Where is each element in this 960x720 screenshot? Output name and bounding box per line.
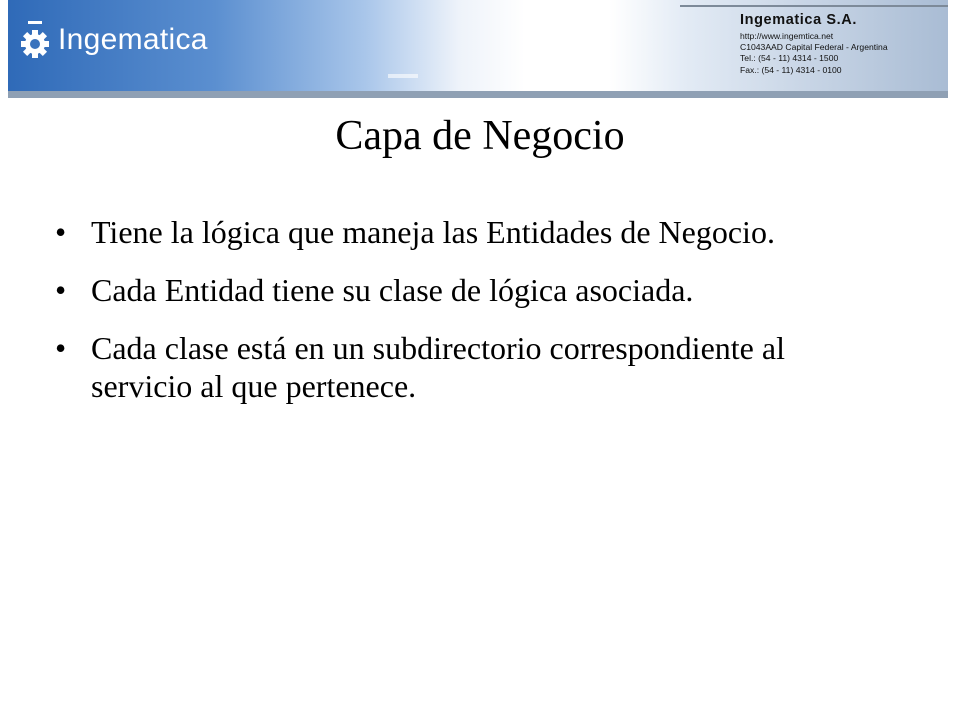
bullet-item (55, 329, 885, 405)
company-address: C1043AAD Capital Federal - Argentina (740, 42, 888, 53)
logo-text: Ingematica (58, 23, 208, 56)
company-name: Ingematica S.A. (740, 12, 857, 28)
company-fax: Fax.: (54 - 11) 4314 - 0100 (740, 64, 842, 75)
bullet-text: Tiene la lógica que maneja las Entidades de Negocio. (91, 214, 775, 250)
bullet-marker: • (55, 272, 67, 308)
company-website: http://www.ingemtica.net (740, 31, 834, 41)
bullet-text: Cada clase está en un subdirectorio correspondiente al servicio al que pertenece. (91, 330, 785, 404)
bullet-item (55, 271, 885, 309)
gear-icon (18, 20, 52, 60)
company-logo (18, 20, 208, 60)
banner-stripe (8, 91, 948, 98)
company-info (740, 12, 888, 76)
bullet-list (55, 213, 885, 425)
bullet-text: Cada Entidad tiene su clase de lógica asociada. (91, 272, 694, 308)
company-phone: Tel.: (54 - 11) 4314 - 1500 (740, 53, 839, 64)
bullet-marker: • (55, 330, 67, 366)
bullet-item (55, 213, 885, 251)
bullet-marker: • (55, 214, 67, 250)
banner-highlight (388, 74, 418, 78)
slide-title: Capa de Negocio (335, 113, 625, 159)
header-rule (680, 5, 948, 7)
header-banner (8, 0, 948, 98)
